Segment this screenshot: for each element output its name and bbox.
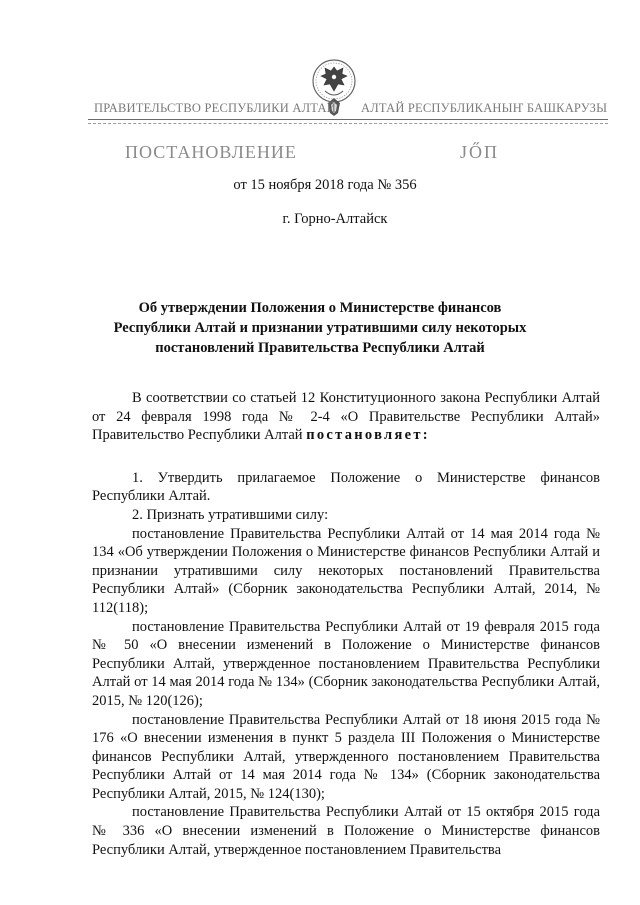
body-paragraph: 2. Признать утратившими силу: [132, 506, 329, 523]
decree-keyword: постановляет: [306, 427, 430, 444]
document-type-altai: JŐП [460, 142, 500, 162]
body-paragraph: постановление Правительства Республики Алтай от 15 октября 2015 года № 336 «О внесении изменений в Положение о Министерстве финансов Республики Алтай, утвержденное постановлением Правительства [92, 804, 600, 858]
document-title-line: Об утверждении Положения о Министерстве финансов [138, 300, 502, 316]
body-paragraph: 1. Утвердить прилагаемое Положение о Министерстве финансов Республики Алтай. [92, 469, 600, 505]
government-name-altai: АЛТАЙ РЕСПУБЛИКАНЫҤ БАШКАРУЗЫ [361, 101, 608, 115]
document-body [92, 389, 600, 859]
header-divider-secondary [88, 123, 608, 124]
header-divider [88, 119, 608, 120]
document-type-russian: ПОСТАНОВЛЕНИЕ [125, 142, 297, 162]
document-title-line: постановлений Правительства Республики Алтай [155, 340, 485, 356]
government-name-russian: ПРАВИТЕЛЬСТВО РЕСПУБЛИКИ АЛТАЙ [94, 101, 336, 115]
preamble-paragraph [92, 389, 600, 445]
preamble-text: В соответствии со статьей 12 Конституционного закона Республики Алтай от 24 февраля 1998 года № 2-4 «О Правительстве Республики Алтай» Правительство Республики Алтай [92, 390, 600, 444]
document-title [0, 298, 640, 358]
document-city: г. Горно-Алтайск [282, 211, 388, 227]
document-date-number: от 15 ноября 2018 года № 356 [233, 177, 417, 193]
body-paragraph: постановление Правительства Республики Алтай от 14 мая 2014 года № 134 «Об утверждении Положения о Министерстве финансов Республики Алтай и признании утратившими силу некоторых постановлений Правительства Республики Алтай» (Сборник законодательства Республики Алтай, 2014, № 112(118); [92, 525, 600, 616]
body-paragraph: постановление Правительства Республики Алтай от 18 июня 2015 года № 176 «О внесении изменения в пункт 5 раздела III Положения о Министерстве финансов Республики Алтай, утвержденного постановлением Правительства Республики Алтай от 14 мая 2014 года № 134» (Сборник законодательства Республики Алтай, 2015, № 124(130); [92, 711, 600, 802]
document-title-line: Республики Алтай и признании утратившими силу некоторых [113, 320, 527, 336]
body-paragraph: постановление Правительства Республики Алтай от 19 февраля 2015 года № 50 «О внесении изменений в Положение о Министерстве финансов Республики Алтай, утвержденное постановлением Правительства Республики Алтай от 14 мая 2014 года № 134» (Сборник законодательства Республики Алтай, 2015, № 120(126); [92, 618, 600, 709]
